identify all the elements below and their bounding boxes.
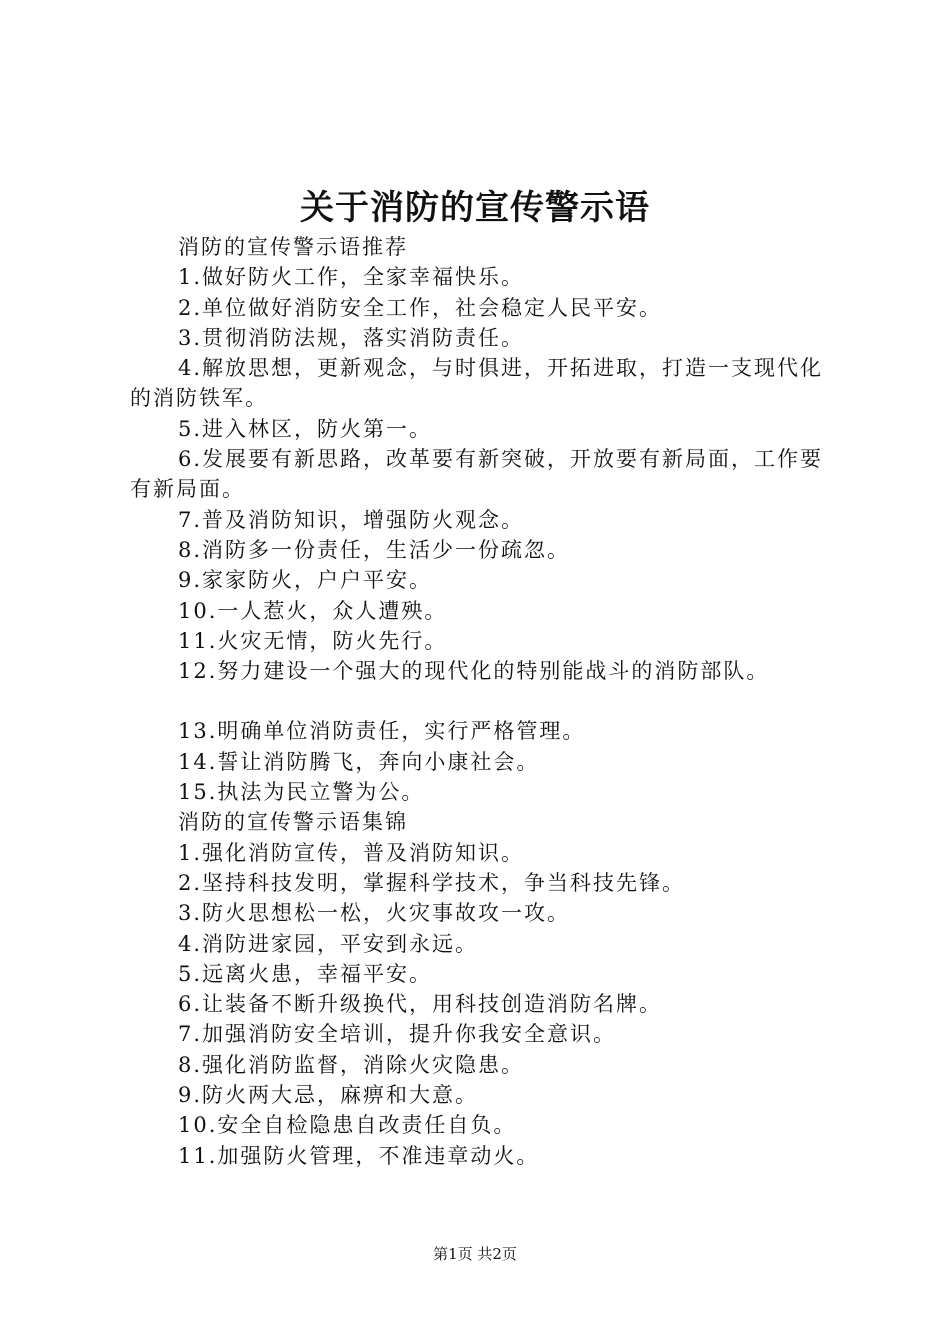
list-item: 3.贯彻消防法规，落实消防责任。 (178, 325, 525, 350)
list-item: 11.火灾无情，防火先行。 (178, 628, 448, 653)
page-footer: 第1页 共2页 (433, 1245, 517, 1263)
list-item: 3.防火思想松一松，火灾事故攻一攻。 (178, 901, 571, 926)
list-item: 9.防火两大忌，麻痹和大意。 (178, 1083, 479, 1108)
list-item: 11.加强防火管理，不准违章动火。 (178, 1143, 540, 1168)
list-item: 5.远离火患，幸福平安。 (178, 961, 433, 986)
list-item: 15.执法为民立警为公。 (178, 780, 425, 805)
list-item: 8.强化消防监督，消除火灾隐患。 (178, 1052, 525, 1077)
list-item: 4.消防进家园，平安到永远。 (178, 931, 479, 956)
list-item: 12.努力建设一个强大的现代化的特别能战斗的消防部队。 (178, 659, 770, 684)
list-item: 6.让装备不断升级换代，用科技创造消防名牌。 (178, 992, 663, 1017)
list-item: 6.发展要有新思路，改革要有新突破，开放要有新局面，工作要有新局面。 (130, 447, 824, 502)
list-item: 7.普及消防知识，增强防火观念。 (178, 507, 525, 532)
list-item: 5.进入林区，防火第一。 (178, 416, 433, 441)
document-body (130, 232, 836, 1171)
list-item: 1.强化消防宣传，普及消防知识。 (178, 840, 525, 865)
list-item: 10.安全自检隐患自改责任自负。 (178, 1113, 517, 1138)
list-item: 1.做好防火工作，全家幸福快乐。 (178, 265, 525, 290)
list-item: 2.单位做好消防安全工作，社会稳定人民平安。 (178, 295, 663, 320)
list-item: 7.加强消防安全培训，提升你我安全意识。 (178, 1022, 617, 1047)
paragraph-gap (130, 686, 836, 716)
section-heading-recommended: 消防的宣传警示语推荐 (178, 235, 408, 259)
list-item: 4.解放思想，更新观念，与时俱进，开拓进取，打造一支现代化的消防铁军。 (130, 356, 824, 411)
list-item: 9.家家防火，户户平安。 (178, 568, 433, 593)
list-item: 13.明确单位消防责任，实行严格管理。 (178, 719, 586, 744)
list-item: 8.消防多一份责任，生活少一份疏忽。 (178, 537, 571, 562)
page-title: 关于消防的宣传警示语 (300, 188, 650, 228)
list-item: 10.一人惹火，众人遭殃。 (178, 598, 448, 623)
list-item: 2.坚持科技发明，掌握科学技术，争当科技先锋。 (178, 870, 686, 895)
list-item: 14.誓让消防腾飞，奔向小康社会。 (178, 749, 540, 774)
section-heading-collection: 消防的宣传警示语集锦 (178, 810, 408, 835)
